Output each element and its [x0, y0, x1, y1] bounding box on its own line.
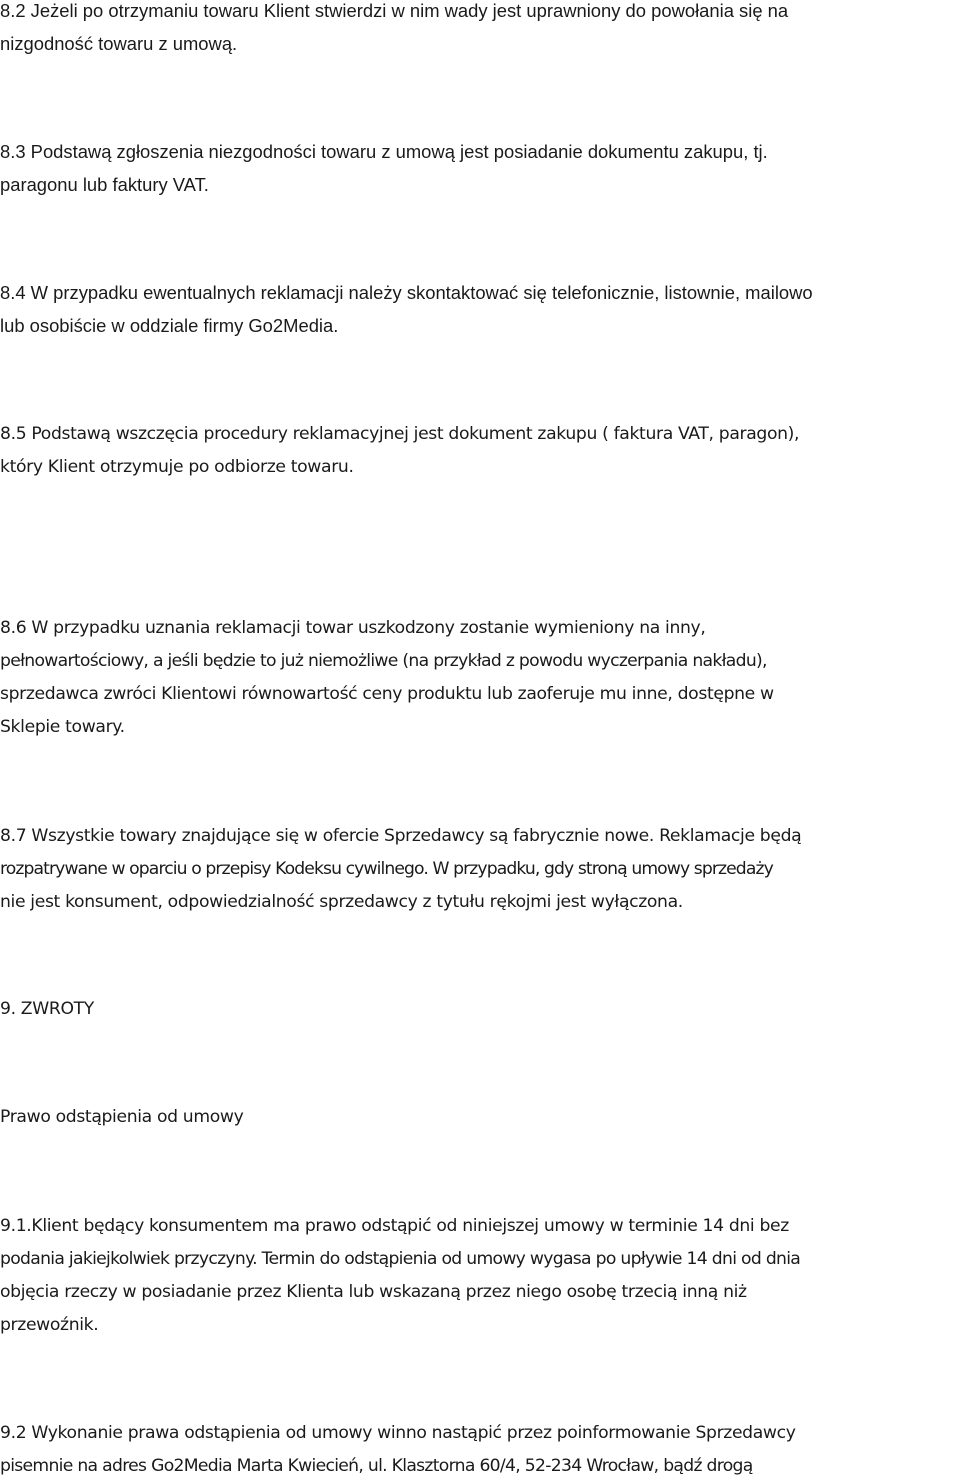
- paragraph-line: 8.7 Wszystkie towary znajdujące się w ofercie Sprzedawcy są fabrycznie nowe. Reklamacje będą: [0, 826, 802, 846]
- paragraph-line: podania jakiejkolwiek przyczyny. Termin do odstąpienia od umowy wygasa po upływie 14 dni od dnia: [0, 1249, 801, 1269]
- paragraph-8-3: [0, 135, 768, 201]
- paragraph-line: Sklepie towary.: [0, 717, 125, 737]
- paragraph-line: paragonu lub faktury VAT.: [0, 174, 209, 195]
- paragraph-line: 8.5 Podstawą wszczęcia procedury reklamacyjnej jest dokument zakupu ( faktura VAT, paragon),: [0, 424, 800, 444]
- section-9-heading: [0, 993, 94, 1026]
- paragraph-line: który Klient otrzymuje po odbiorze towaru.: [0, 457, 354, 477]
- paragraph-line: lub osobiście w oddziale firmy Go2Media.: [0, 315, 339, 336]
- paragraph-line: pełnowartościowy, a jeśli będzie to już niemożliwe (na przykład z powodu wyczerpania nakładu),: [0, 651, 767, 671]
- paragraph-8-5: [0, 418, 799, 484]
- withdrawal-heading: [0, 1101, 243, 1134]
- subsection-heading: Prawo odstąpienia od umowy: [0, 1107, 244, 1127]
- paragraph-8-2: [0, 0, 788, 60]
- paragraph-line: sprzedawca zwróci Klientowi równowartość ceny produktu lub zaoferuje mu inne, dostępne w: [0, 684, 774, 704]
- section-heading: 9. ZWROTY: [0, 999, 94, 1019]
- paragraph-line: pisemnie na adres Go2Media Marta Kwiecień, ul. Klasztorna 60/4, 52-234 Wrocław, bądź drogą: [0, 1456, 753, 1476]
- paragraph-line: rozpatrywane w oparciu o przepisy Kodeksu cywilnego. W przypadku, gdy stroną umowy sprzedaży: [0, 859, 773, 879]
- paragraph-line: 8.2 Jeżeli po otrzymaniu towaru Klient stwierdzi w nim wady jest uprawniony do powołania się na: [0, 0, 789, 21]
- paragraph-line: 9.2 Wykonanie prawa odstąpienia od umowy winno nastąpić przez poinformowanie Sprzedawcy: [0, 1423, 796, 1443]
- paragraph-line: 9.1.Klient będący konsumentem ma prawo odstąpić od niniejszej umowy w terminie 14 dni bez: [0, 1216, 789, 1236]
- paragraph-line: 8.6 W przypadku uznania reklamacji towar uszkodzony zostanie wymieniony na inny,: [0, 618, 706, 638]
- paragraph-8-7: [0, 820, 801, 919]
- paragraph-line: objęcia rzeczy w posiadanie przez Klienta lub wskazaną przez niego osobę trzecią inną niż: [0, 1282, 747, 1302]
- paragraph-line: 8.3 Podstawą zgłoszenia niezgodności towaru z umową jest posiadanie dokumentu zakupu, tj.: [0, 141, 768, 162]
- paragraph-9-1: [0, 1210, 800, 1342]
- paragraph-8-4: [0, 276, 813, 342]
- paragraph-line: przewoźnik.: [0, 1315, 99, 1335]
- paragraph-line: nie jest konsument, odpowiedzialność sprzedawcy z tytułu rękojmi jest wyłączona.: [0, 892, 683, 912]
- paragraph-8-6: [0, 612, 774, 744]
- paragraph-line: nizgodność towaru z umową.: [0, 33, 238, 54]
- paragraph-9-2: [0, 1417, 796, 1483]
- paragraph-line: 8.4 W przypadku ewentualnych reklamacji należy skontaktować się telefonicznie, listownie, mailowo: [0, 282, 813, 303]
